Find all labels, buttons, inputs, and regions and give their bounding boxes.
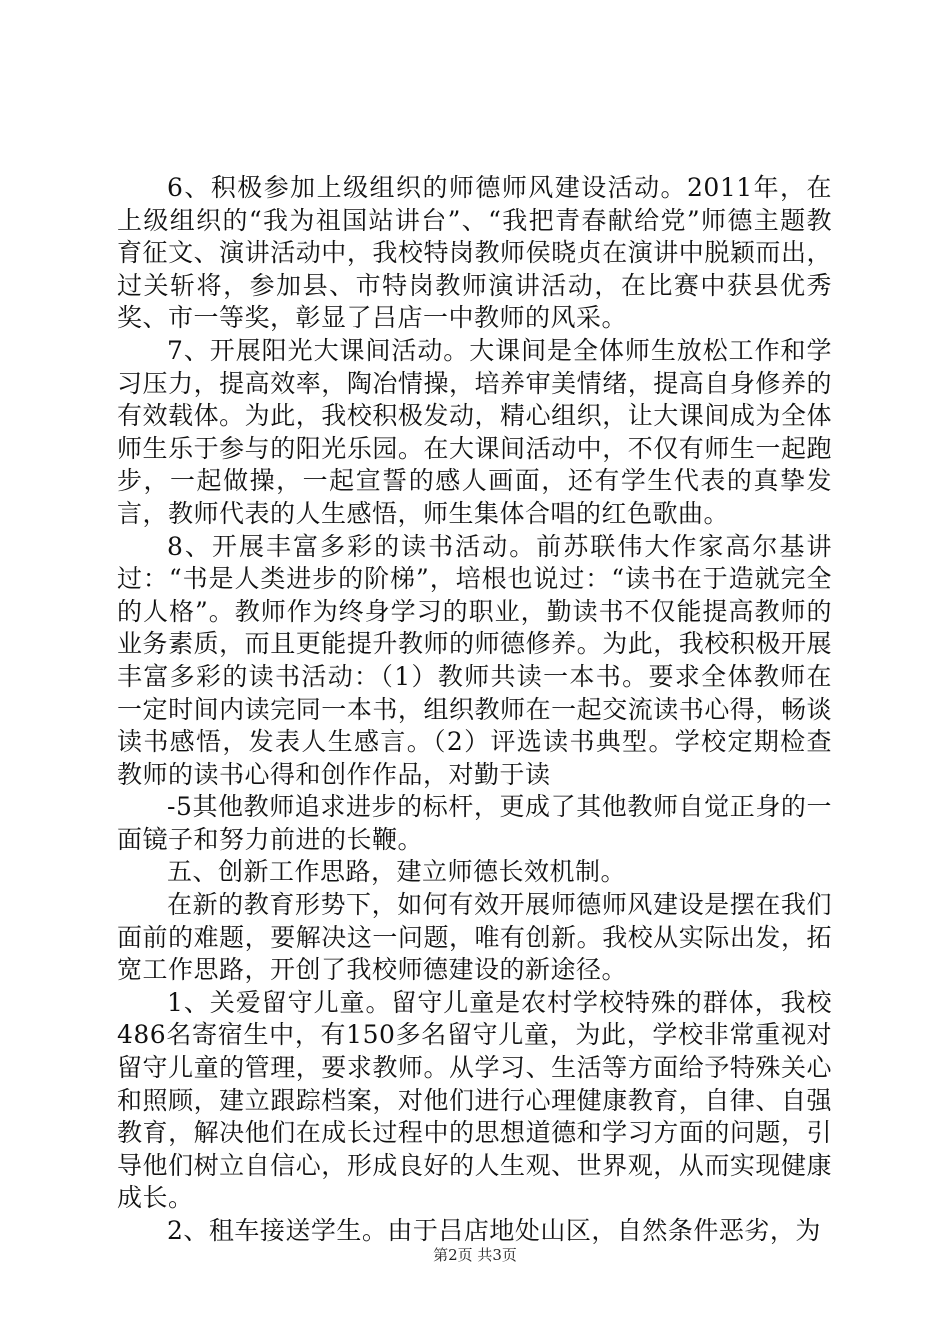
paragraph-item-1: 1、关爱留守儿童。留守儿童是农村学校特殊的群体，我校486名寄宿生中，有150多名留守儿童，为此，学校非常重视对留守儿童的管理，要求教师。从学习、生活等方面给予特殊关心和照顾，建立跟踪档案，对他们进行心理健康教育，自律、自强教育，解决他们在成长过程中的思想道德和学习方面的问题，引导他们树立自信心，形成良好的人生观、世界观，从而实现健康成长。	[117, 987, 832, 1213]
paragraph-activity-8: 8、开展丰富多彩的读书活动。前苏联伟大作家高尔基讲过：“书是人类进步的阶梯”，培根也说过：“读书在于造就完全的人格”。教师作为终身学习的职业，勤读书不仅能提高教师的业务素质，而且更能提升教师的师德修养。为此，我校积极开展丰富多彩的读书活动：（1）教师共读一本书。要求全体教师在一定时间内读完同一本书，组织教师在一起交流读书心得，畅谈读书感悟，发表人生感言。（2）评选读书典型。学校定期检查教师的读书心得和创作作品，对勤于读	[117, 531, 832, 789]
paragraph-item-2: 2、租车接送学生。由于吕店地处山区，自然条件恶劣，为	[167, 1216, 821, 1245]
paragraph-continuation: -5其他教师追求进步的标杆，更成了其他教师自觉正身的一面镜子和努力前进的长鞭。	[117, 792, 832, 854]
paragraph-activity-7: 7、开展阳光大课间活动。大课间是全体师生放松工作和学习压力，提高效率，陶冶情操，培养审美情绪，提高自身修养的有效载体。为此，我校积极发动，精心组织，让大课间成为全体师生乐于参与的阳光乐园。在大课间活动中，不仅有师生一起跑步，一起做操，一起宣誓的感人画面，还有学生代表的真挚发言，教师代表的人生感悟，师生集体合唱的红色歌曲。	[117, 335, 832, 528]
paragraph-section-intro: 在新的教育形势下，如何有效开展师德师风建设是摆在我们面前的难题，要解决这一问题，唯有创新。我校从实际出发，拓宽工作思路，开创了我校师德建设的新途径。	[117, 890, 832, 985]
page-footer: 第2页 共3页	[433, 1246, 517, 1264]
section-heading-5: 五、创新工作思路，建立师德长效机制。	[167, 857, 627, 887]
paragraph-activity-6: 6、积极参加上级组织的师德师风建设活动。2011年，在上级组织的“我为祖国站讲台”、“我把青春献给党”师德主题教育征文、演讲活动中，我校特岗教师侯晓贞在演讲中脱颖而出，过关斩将，参加县、市特岗教师演讲活动，在比赛中获县优秀奖、市一等奖，彰显了吕店一中教师的风采。	[117, 173, 832, 333]
document-body	[117, 172, 832, 1248]
